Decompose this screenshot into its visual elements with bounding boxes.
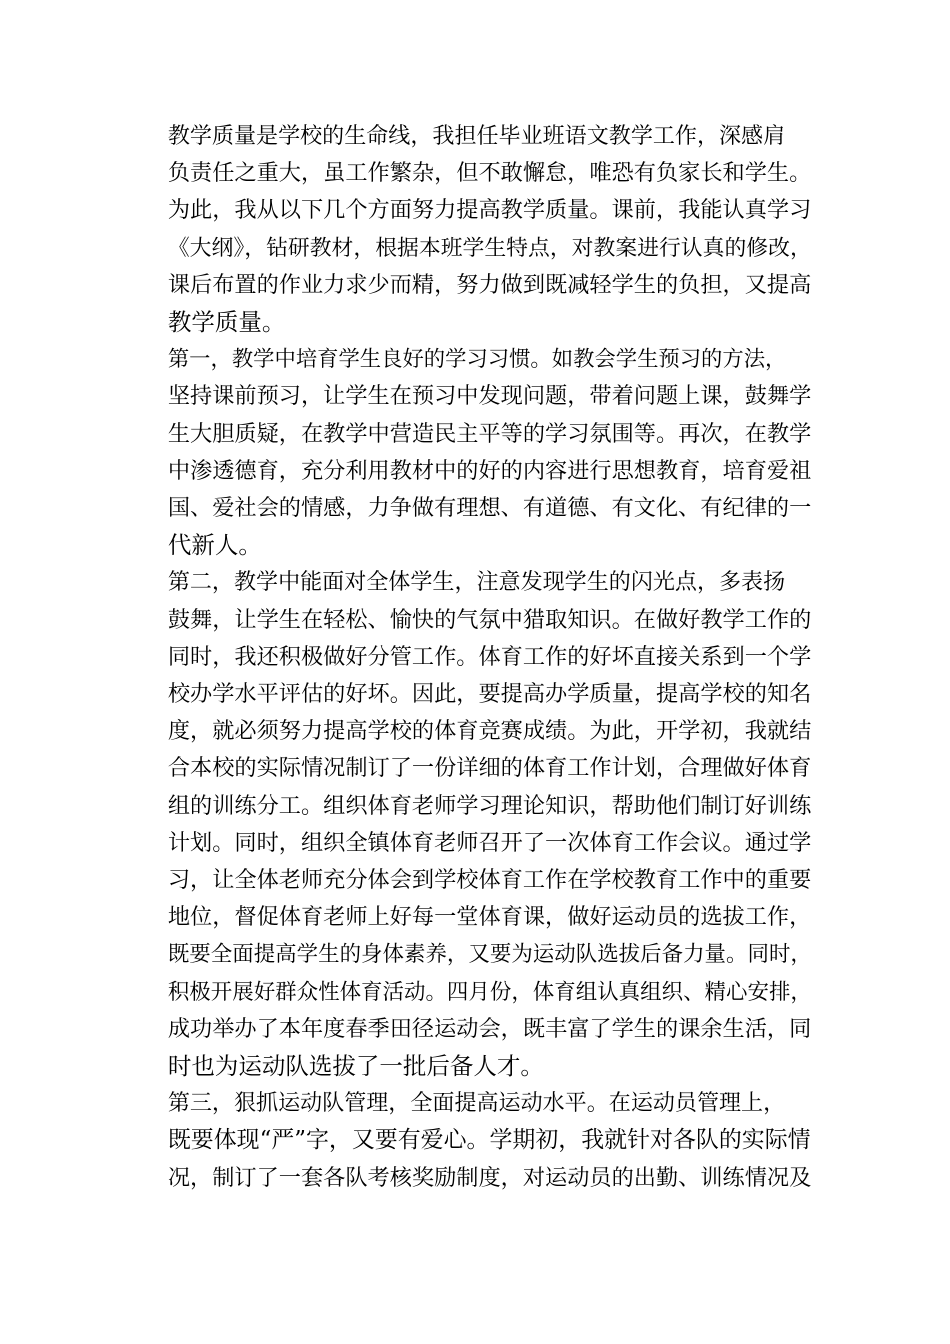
paragraph-line: 鼓舞，让学生在轻松、愉快的气氛中猎取知识。在做好教学工作的 bbox=[167, 606, 812, 633]
paragraph-line: 坚持课前预习，让学生在预习中发现问题，带着问题上课，鼓舞学 bbox=[167, 383, 812, 410]
paragraph-line: 中渗透德育，充分利用教材中的好的内容进行思想教育，培育爱祖 bbox=[167, 457, 812, 484]
paragraph-4 bbox=[142, 1085, 810, 1197]
paragraph-line: 为此，我从以下几个方面努力提高教学质量。课前，我能认真学习 bbox=[167, 197, 812, 224]
paragraph-line: 况，制订了一套各队考核奖励制度，对运动员的出勤、训练情况及 bbox=[167, 1164, 812, 1191]
document-body bbox=[142, 118, 810, 1197]
paragraph-line: 合本校的实际情况制订了一份详细的体育工作计划，合理做好体育 bbox=[167, 755, 812, 782]
paragraph-line: 既要全面提高学生的身体素养，又要为运动队选拔后备力量。同时， bbox=[167, 942, 812, 968]
paragraph-line: 生大胆质疑，在教学中营造民主平等的学习氛围等。再次，在教学 bbox=[167, 420, 812, 447]
paragraph-line: 同时，我还积极做好分管工作。体育工作的好坏直接关系到一个学 bbox=[167, 643, 812, 670]
paragraph-line: 习，让全体老师充分体会到学校体育工作在学校教育工作中的重要 bbox=[167, 867, 812, 894]
paragraph-3 bbox=[142, 564, 810, 1085]
paragraph-line: 校办学水平评估的好坏。因此，要提高办学质量，提高学校的知名 bbox=[167, 681, 812, 708]
paragraph-line: 时也为运动队选拔了一批后备人才。 bbox=[167, 1052, 544, 1081]
paragraph-line: 《大纲》，钻研教材，根据本班学生特点，对教案进行认真的修改， bbox=[167, 235, 812, 261]
paragraph-line: 负责任之重大，虽工作繁杂，但不敢懈怠，唯恐有负家长和学生。 bbox=[167, 160, 812, 187]
paragraph-line: 课后布置的作业力求少而精，努力做到既减轻学生的负担，又提高 bbox=[167, 271, 812, 298]
paragraph-line: 第一，教学中培育学生良好的学习习惯。如教会学生预习的方法， bbox=[167, 347, 787, 373]
paragraph-line: 既要体现“严”字，又要有爱心。学期初，我就针对各队的实际情 bbox=[167, 1127, 811, 1154]
paragraph-line: 教学质量。 bbox=[167, 308, 286, 337]
paragraph-1 bbox=[142, 118, 810, 341]
paragraph-line: 地位，督促体育老师上好每一堂体育课，做好运动员的选拔工作， bbox=[167, 904, 812, 931]
paragraph-line: 代新人。 bbox=[167, 531, 262, 560]
paragraph-line: 教学质量是学校的生命线，我担任毕业班语文教学工作，深感肩 bbox=[167, 124, 786, 149]
paragraph-line: 度，就必须努力提高学校的体育竞赛成绩。为此，开学初，我就结 bbox=[167, 718, 812, 745]
paragraph-line: 第二，教学中能面对全体学生，注意发现学生的闪光点，多表扬 bbox=[167, 570, 786, 596]
paragraph-line: 计划。同时，组织全镇体育老师召开了一次体育工作会议。通过学 bbox=[167, 829, 812, 856]
paragraph-line: 国、爱社会的情感，力争做有理想、有道德、有文化、有纪律的一 bbox=[167, 495, 812, 522]
paragraph-line: 组的训练分工。组织体育老师学习理论知识，帮助他们制订好训练 bbox=[167, 792, 812, 819]
paragraph-2 bbox=[142, 341, 810, 564]
paragraph-line: 积极开展好群众性体育活动。四月份，体育组认真组织、精心安排， bbox=[167, 979, 812, 1005]
paragraph-line: 成功举办了本年度春季田径运动会，既丰富了学生的课余生活，同 bbox=[167, 1015, 812, 1042]
paragraph-line: 第三，狠抓运动队管理，全面提高运动水平。在运动员管理上， bbox=[167, 1091, 786, 1117]
